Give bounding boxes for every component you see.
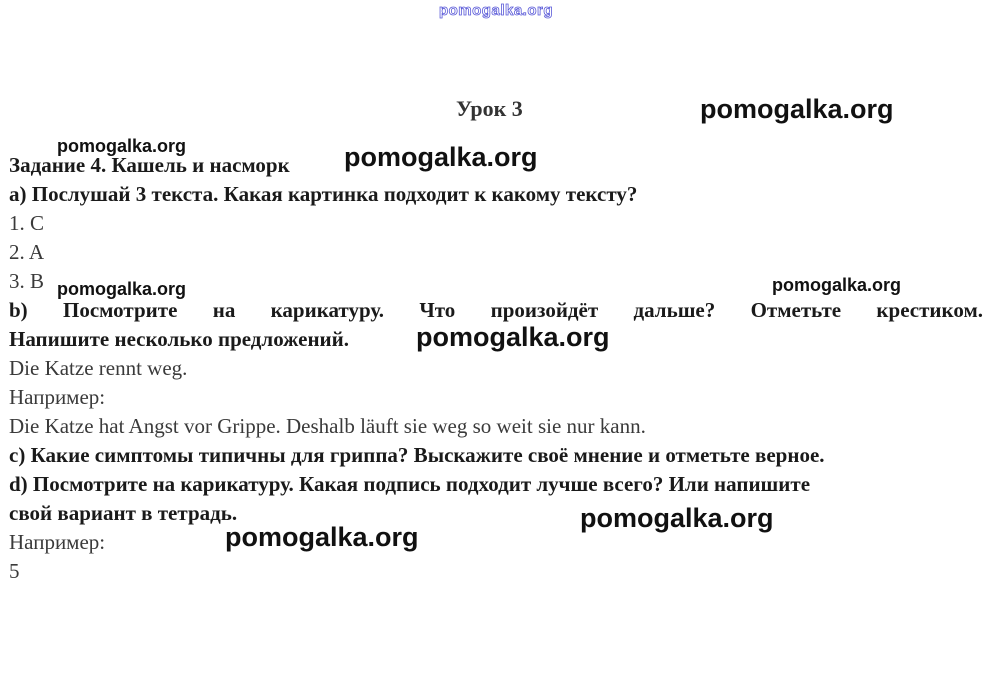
watermark-4: pomogalka.org — [57, 279, 187, 299]
part-b-answer: Die Katze rennt weg. — [9, 356, 188, 380]
watermark-3: pomogalka.org — [344, 142, 538, 172]
watermark-8: pomogalka.org — [225, 522, 419, 552]
watermark-1: pomogalka.org — [700, 94, 894, 124]
part-a-question: а) Послушай 3 текста. Какая картинка подходит к какому тексту? — [9, 182, 638, 206]
part-d-question-line1: d) Посмотрите на карикатуру. Какая подпись подходит лучше всего? Или напишите — [9, 472, 811, 496]
watermark-7: pomogalka.org — [580, 503, 774, 533]
part-a-answer-1: 1. C — [9, 211, 45, 235]
task-title: Задание 4. Кашель и насморк — [9, 153, 290, 177]
lesson-title: Урок 3 — [456, 96, 523, 121]
part-a-answer-3: 3. B — [9, 269, 45, 293]
watermark-2: pomogalka.org — [57, 136, 187, 156]
part-b-question-line2: Напишите несколько предложений. — [9, 327, 349, 351]
part-b-example-label: Например: — [9, 385, 106, 409]
part-d-answer: 5 — [9, 559, 20, 583]
part-d-question-line2: свой вариант в тетрадь. — [9, 501, 238, 525]
watermark-6: pomogalka.org — [416, 322, 610, 352]
watermark-top: pomogalka.org — [438, 2, 553, 19]
part-b-question-line1: b) Посмотрите на карикатуру. Что произойдёт дальше? Отметьте крестиком. — [9, 298, 983, 322]
part-b-example-text: Die Katze hat Angst vor Grippe. Deshalb läuft sie weg so weit sie nur kann. — [9, 414, 646, 438]
watermark-5: pomogalka.org — [772, 275, 902, 295]
part-a-answer-2: 2. A — [9, 240, 45, 264]
part-c-question: с) Какие симптомы типичны для гриппа? Выскажите своё мнение и отметьте верное. — [9, 443, 825, 467]
part-d-example-label: Например: — [9, 530, 106, 554]
